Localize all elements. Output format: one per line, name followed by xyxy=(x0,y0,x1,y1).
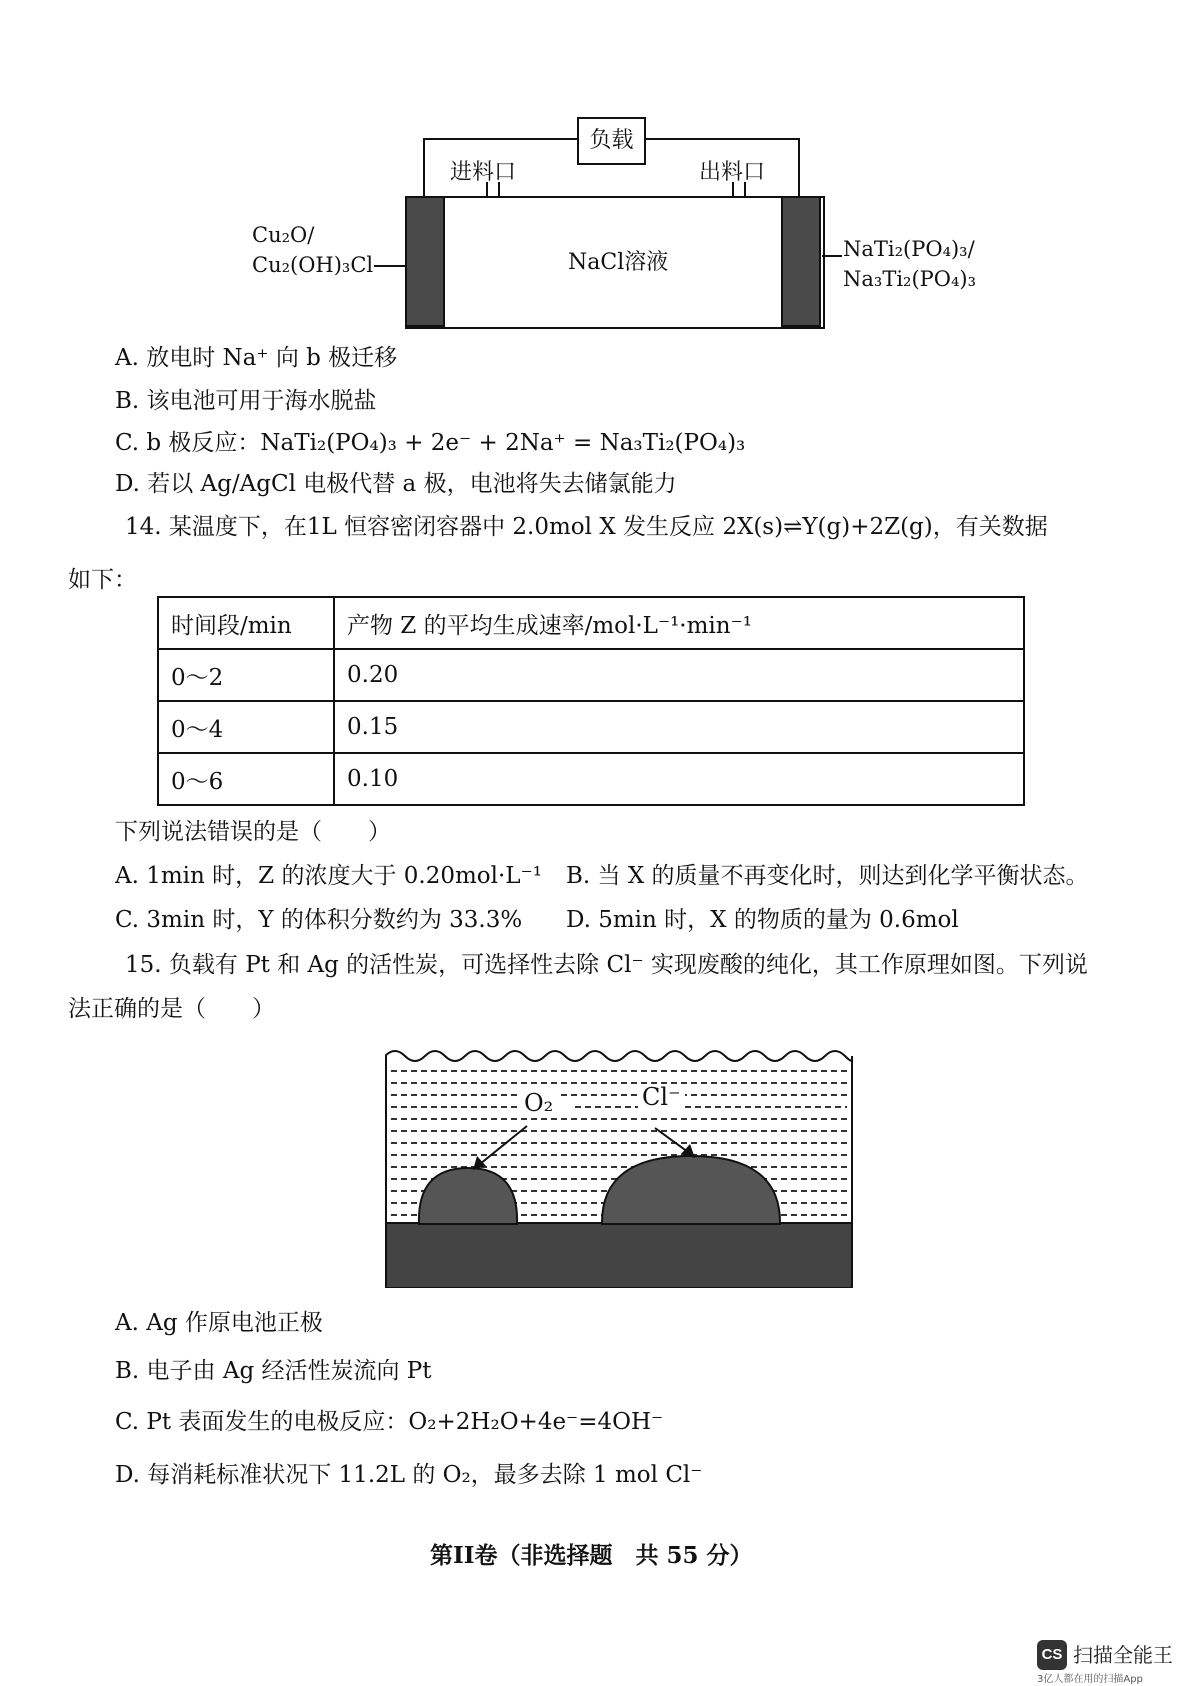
q13-option-d: D. 若以 Ag/AgCl 电极代替 a 极，电池将失去储氯能力 xyxy=(115,471,677,497)
table-cell: 0～4 xyxy=(158,701,334,753)
load-box: 负载 xyxy=(577,117,646,165)
pt-particle xyxy=(419,1168,517,1224)
table-header-cell: 产物 Z 的平均生成速率/mol·L⁻¹·min⁻¹ xyxy=(334,597,1024,649)
q14-question: 下列说法错误的是（ ） xyxy=(115,819,391,845)
cs-badge-icon: CS xyxy=(1037,1640,1067,1670)
table-cell: 0.20 xyxy=(334,649,1024,701)
left-electrode-label-1: Cu₂O/ xyxy=(252,223,315,247)
q15-option-d: D. 每消耗标准状况下 11.2L 的 O₂，最多去除 1 mol Cl⁻ xyxy=(115,1462,703,1488)
q13-option-c: C. b 极反应：NaTi₂(PO₄)₃ + 2e⁻ + 2Na⁺ = Na₃Ti₂(PO₄)₃ xyxy=(115,430,746,456)
right-electrode-label-1: NaTi₂(PO₄)₃/ xyxy=(843,237,975,261)
table-cell: 0.10 xyxy=(334,753,1024,805)
wire-top-left xyxy=(423,138,579,140)
q13-option-b: B. 该电池可用于海水脱盐 xyxy=(115,388,377,414)
q14-stem-line1: 14. 某温度下，在1L 恒容密闭容器中 2.0mol X 发生反应 2X(s)⇌Y(g)+2Z(g)，有关数据 xyxy=(125,514,1048,540)
adsorption-figure xyxy=(385,1046,853,1288)
solution-label: NaCl溶液 xyxy=(568,250,669,275)
right-electrode-label-2: Na₃Ti₂(PO₄)₃ xyxy=(843,267,977,291)
q15-stem-line2: 法正确的是（ ） xyxy=(68,996,275,1022)
wire-left-vertical xyxy=(423,138,425,198)
table-row xyxy=(158,753,1024,805)
watermark-brand: 扫描全能王 xyxy=(1073,1643,1173,1667)
q15-option-a: A. Ag 作原电池正极 xyxy=(115,1310,323,1336)
figure-label-o2: O₂ xyxy=(520,1090,557,1116)
inlet-label: 进料口 xyxy=(450,160,517,185)
q13-option-a: A. 放电时 Na⁺ 向 b 极迁移 xyxy=(115,345,398,371)
table-header-row xyxy=(158,597,1024,649)
q14-option-a: A. 1min 时，Z 的浓度大于 0.20mol·L⁻¹ xyxy=(115,863,542,889)
q15-option-c: C. Pt 表面发生的电极反应：O₂+2H₂O+4e⁻=4OH⁻ xyxy=(115,1409,664,1435)
liquid-surface-wave xyxy=(385,1051,853,1061)
left-electrode-label-2: Cu₂(OH)₃Cl xyxy=(252,253,374,277)
section-title: 第II卷（非选择题 共 55 分） xyxy=(430,1542,753,1569)
right-electrode xyxy=(781,196,821,327)
q14-option-c: C. 3min 时，Y 的体积分数约为 33.3% xyxy=(115,907,523,933)
wire-top-right xyxy=(642,138,800,140)
q15-stem-line1: 15. 负载有 Pt 和 Ag 的活性炭，可选择性去除 Cl⁻ 实现废酸的纯化，其工作原理如图。下列说 xyxy=(125,952,1088,978)
right-label-leader xyxy=(822,255,842,257)
q15-option-b: B. 电子由 Ag 经活性炭流向 Pt xyxy=(115,1358,432,1384)
table-row xyxy=(158,649,1024,701)
table-cell: 0.15 xyxy=(334,701,1024,753)
left-label-leader xyxy=(374,265,406,267)
q14-option-d: D. 5min 时，X 的物质的量为 0.6mol xyxy=(566,907,959,933)
q14-stem-line2: 如下： xyxy=(68,567,137,593)
wire-right-vertical xyxy=(798,138,800,198)
table-row xyxy=(158,701,1024,753)
table-cell: 0～6 xyxy=(158,753,334,805)
table-cell: 0～2 xyxy=(158,649,334,701)
q14-rate-table xyxy=(157,596,1025,806)
adsorption-figure-svg xyxy=(385,1046,853,1288)
table-header-cell: 时间段/min xyxy=(158,597,334,649)
left-electrode xyxy=(405,196,445,327)
activated-carbon-base xyxy=(386,1223,852,1288)
q14-option-b: B. 当 X 的质量不再变化时，则达到化学平衡状态。 xyxy=(566,863,1089,889)
outlet-label: 出料口 xyxy=(699,160,766,185)
figure-label-cl: Cl⁻ xyxy=(638,1084,685,1110)
watermark-tagline: 3亿人都在用的扫描App xyxy=(1037,1674,1143,1685)
